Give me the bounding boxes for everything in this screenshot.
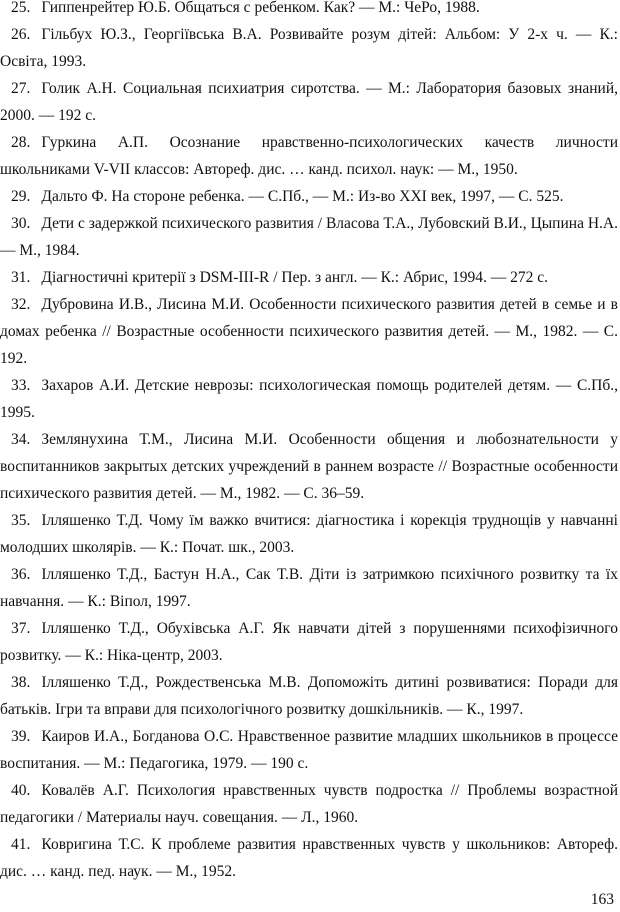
reference-number: 34. [11,431,31,448]
reference-text: Гуркина А.П. Осознание нравственно-психологических качеств личности школьниками V-VII классов: Автореф. дис. … канд. психол. наук: — М., 1950. [0,134,618,178]
reference-number: 29. [11,188,31,205]
reference-item [0,0,620,21]
reference-text: Землянухина Т.М., Лисина М.И. Особенности общения и любознательности у воспитанников закрытых детских учреждений в раннем возрасте // Возрастные особенности психического развития детей. — М., 1982. — С. 36–59. [0,431,618,502]
reference-number: 28. [11,134,31,151]
reference-number: 35. [11,512,31,529]
reference-number: 33. [11,377,31,394]
reference-item [0,129,620,183]
reference-text: Гиппенрейтер Ю.Б. Общаться с ребенком. Как? — М.: ЧеРо, 1988. [41,0,480,16]
reference-item [0,75,620,129]
reference-item [0,669,620,723]
reference-text: Ілляшенко Т.Д., Обухівська А.Г. Як навчати дітей з порушеннями психофізичного розвитку. — К.: Ніка-центр, 2003. [0,620,618,664]
reference-item [0,723,620,777]
reference-item [0,561,620,615]
reference-text: Ковалёв А.Г. Психология нравственных чувств подростка // Проблемы возрастной педагогики / Материалы науч. совещания. — Л., 1960. [0,782,618,826]
reference-item [0,372,620,426]
reference-text: Дубровина И.В., Лисина М.И. Особенности психического развития детей в семье и в домах ребенка // Возрастные особенности психического развития детей. — М., 1982. — С. 192. [0,296,618,367]
reference-number: 31. [11,269,31,286]
reference-number: 27. [11,80,31,97]
reference-number: 36. [11,566,31,583]
reference-text: Каиров И.А., Богданова О.С. Нравственное развитие младших школьников в процессе воспитания. — М.: Педагогика, 1979. — 190 с. [0,728,618,772]
reference-item [0,426,620,507]
reference-item [0,264,620,291]
reference-number: 39. [11,728,31,745]
reference-text: Діагностичні критерії з DSM-III-R / Пер. з англ. — К.: Абрис, 1994. — 272 с. [41,269,548,286]
reference-text: Ілляшенко Т.Д., Рождественська М.В. Допоможіть дитині розвиватися: Поради для батьків. Ігри та вправи для психологічного розвитку дошкільників. — К., 1997. [0,674,618,718]
reference-item [0,507,620,561]
reference-text: Ковригина Т.С. К проблеме развития нравственных чувств у школьников: Автореф. дис. … канд. пед. наук. — М., 1952. [0,836,618,880]
reference-item [0,291,620,372]
reference-text: Дети с задержкой психического развития / Власова Т.А., Лубовский В.И., Цыпина Н.А. — М., 1984. [0,215,618,259]
reference-text: Захаров А.И. Детские неврозы: психологическая помощь родителей детям. — С.Пб., 1995. [0,377,618,421]
reference-number: 26. [11,26,31,43]
reference-text: Ілляшенко Т.Д. Чому їм важко вчитися: діагностика і корекція труднощів у навчанні молодших школярів. — К.: Почат. шк., 2003. [0,512,618,556]
reference-item [0,615,620,669]
page-number: 163 [590,891,614,908]
reference-text: Гільбух Ю.З., Георгіївська В.А. Розвивайте розум дітей: Альбом: У 2-х ч. — К.: Освіта, 1993. [0,26,618,70]
reference-number: 40. [11,782,31,799]
reference-number: 37. [11,620,31,637]
reference-number: 41. [11,836,31,853]
reference-text: Дальто Ф. На стороне ребенка. — С.Пб., — М.: Из-во XXI век, 1997, — С. 525. [41,188,564,205]
reference-number: 38. [11,674,31,691]
reference-item [0,183,620,210]
reference-item [0,777,620,831]
reference-item [0,210,620,264]
reference-text: Ілляшенко Т.Д., Бастун Н.А., Сак Т.В. Діти із затримкою психічного розвитку та їх навчання. — К.: Віпол, 1997. [0,566,618,610]
reference-number: 32. [11,296,31,313]
reference-item [0,21,620,75]
reference-number: 30. [11,215,31,232]
reference-text: Голик А.Н. Социальная психиатрия сиротства. — М.: Лаборатория базовых знаний, 2000. — 192 с. [0,80,618,124]
reference-item [0,831,620,885]
reference-number: 25. [11,0,31,16]
